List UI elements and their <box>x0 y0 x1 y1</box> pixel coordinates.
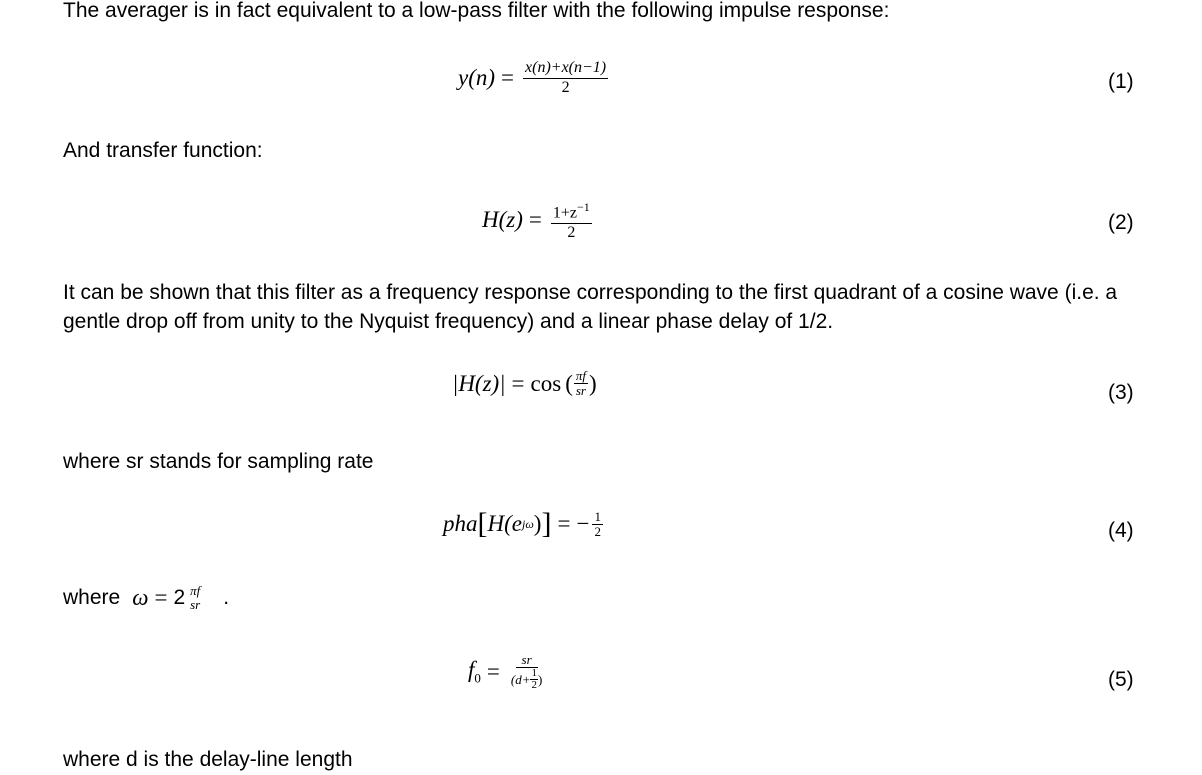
eq2-fraction <box>551 197 592 242</box>
equation-2: H(z) = $\frac{1+z^{-1}}{2}$ <box>482 197 595 242</box>
eq1-lhs: y(n) <box>458 64 496 90</box>
eq1-fraction <box>523 58 608 97</box>
equation-4: pha [ H(e jω ) ] = − $\frac{1}{2}$ <box>443 507 601 540</box>
paragraph-transfer-function: And transfer function: <box>63 139 263 162</box>
eq2-numerator: $1+z^{-1}$ <box>551 197 592 224</box>
eq5-fraction <box>509 653 544 691</box>
eq4-fraction <box>592 510 603 539</box>
eq4-sign: − <box>576 511 590 536</box>
eq4-inner: H(e <box>487 511 522 536</box>
equation-1: y(n) = $\frac{x(n)+x(n-1)}{2}$ <box>458 59 607 96</box>
paragraph-impulse-intro: The averager is in fact equivalent to a low-pass filter with the following impulse response: <box>63 0 890 22</box>
eq5-inner-fraction: $\frac{1}{2}$ <box>531 667 537 691</box>
equation-3-number: (3) <box>1108 381 1134 404</box>
eq3-lhs: |H(z)| <box>452 370 506 396</box>
omega-lhs: ω <box>132 585 149 610</box>
omega-fraction <box>188 584 202 612</box>
eq3-func: cos <box>530 370 562 396</box>
equation-3: |H(z)| = cos ( $\frac{\pi f}{sr}$ ) <box>452 368 597 398</box>
eq4-denominator: 2 <box>594 523 601 539</box>
eq2-denominator: 2 <box>567 224 576 242</box>
eq5-numerator: sr <box>516 653 538 668</box>
eq2-lhs: H(z) <box>482 206 523 232</box>
eq4-inner-exp: jω <box>521 516 534 531</box>
omega-denominator: sr <box>190 597 201 612</box>
omega-numerator: πf <box>190 583 201 598</box>
omega-suffix: . <box>223 586 230 609</box>
paragraph-delay-line: where d is the delay-line length <box>63 748 353 771</box>
eq3-numerator: πf <box>575 368 586 383</box>
equation-5-number: (5) <box>1108 668 1134 691</box>
omega-prefix: where <box>63 586 121 609</box>
eq5-denominator: (d+ $\frac{1}{2}$ ) <box>510 667 543 691</box>
eq5-lhs: $f_0$ <box>468 657 481 686</box>
eq4-lhs-func: pha <box>443 511 478 536</box>
paragraph-omega-definition: where ω = 2 πf sr . <box>63 583 230 612</box>
eq3-denominator: sr <box>575 383 586 398</box>
paragraph-frequency-response: It can be shown that this filter as a frequency response corresponding to the first quadrant of a cosine wave (i.e. a gentle drop off from unity to the Nyquist frequency) and a linear phase delay of 1/2. <box>63 281 1118 333</box>
paragraph-sampling-rate: where sr stands for sampling rate <box>63 450 374 473</box>
equation-2-number: (2) <box>1108 211 1134 234</box>
eq4-numerator: 1 <box>594 508 601 524</box>
equation-1-number: (1) <box>1108 70 1134 93</box>
equation-4-number: (4) <box>1108 519 1134 542</box>
eq1-numerator: x(n)+x(n−1) <box>523 58 608 79</box>
eq1-denominator: 2 <box>561 79 570 96</box>
eq3-fraction <box>574 369 588 398</box>
equation-5: $f_0$ = sr (d+ $\frac{1}{2}$ ) <box>468 652 543 691</box>
omega-coef: 2 <box>173 586 186 609</box>
